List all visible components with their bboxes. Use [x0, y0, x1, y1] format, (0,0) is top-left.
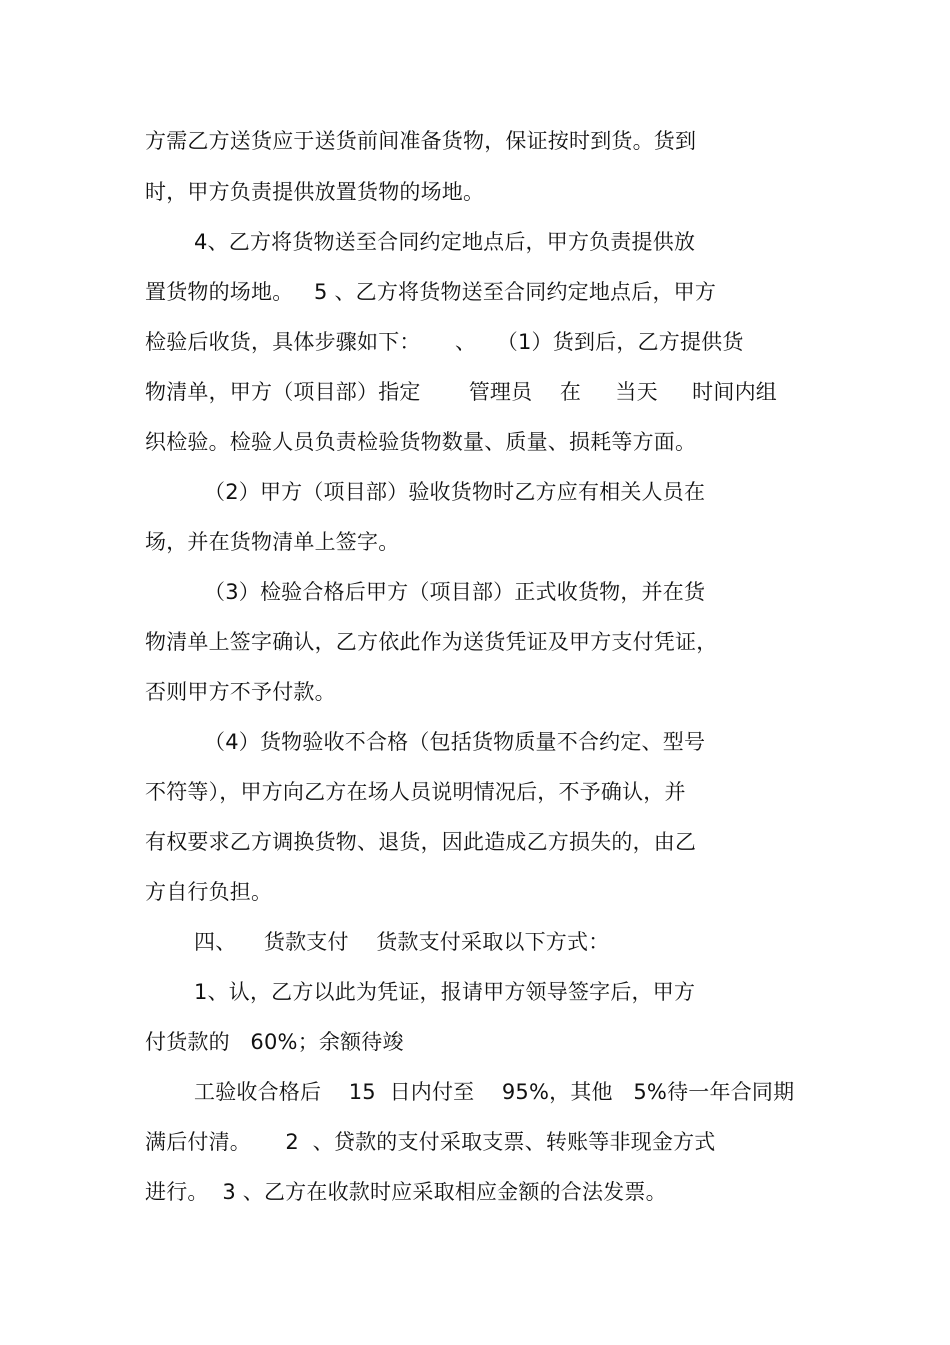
text-line: 不符等），甲方向乙方在场人员说明情况后，不予确认，并	[145, 780, 686, 804]
text-line: 置货物的场地。 5 、乙方将货物送至合同约定地点后，甲方	[145, 280, 717, 304]
text-line: 物清单上签字确认，乙方依此作为送货凭证及甲方支付凭证，	[145, 630, 718, 654]
text-line: 进行。 3 、乙方在收款时应采取相应金额的合法发票。	[145, 1180, 667, 1204]
text-line: 方需乙方送货应于送货前间准备货物，保证按时到货。货到	[145, 129, 697, 153]
text-line: （4）货物验收不合格（包括货物质量不合约定、型号	[204, 730, 706, 754]
text-line: 否则甲方不予付款。	[145, 680, 336, 704]
text-line: 工验收合格后 15 日内付至 95%，其他 5%待一年合同期	[194, 1080, 795, 1104]
text-line: 1、认，乙方以此为凭证，报请甲方领导签字后，甲方	[194, 980, 696, 1004]
text-line: 物清单，甲方（项目部）指定 管理员 在 当天 时间内组	[145, 380, 777, 404]
text-line: 方自行负担。	[145, 880, 273, 904]
text-line: 时，甲方负责提供放置货物的场地。	[145, 180, 485, 204]
text-line: 场，并在货物清单上签字。	[145, 530, 400, 554]
text-line: 检验后收货，具体步骤如下： 、 （1）货到后，乙方提供货	[145, 330, 744, 354]
text-line: （3）检验合格后甲方（项目部）正式收货物，并在货	[204, 580, 706, 604]
text-line: （2）甲方（项目部）验收货物时乙方应有相关人员在	[204, 480, 706, 504]
text-line: 4、乙方将货物送至合同约定地点后，甲方负责提供放	[194, 230, 696, 254]
text-line: 满后付清。 2 、贷款的支付采取支票、转账等非现金方式	[145, 1130, 716, 1154]
text-line: 四、 货款支付 货款支付采取以下方式：	[194, 930, 610, 954]
text-line: 织检验。检验人员负责检验货物数量、质量、损耗等方面。	[145, 430, 697, 454]
text-line: 付货款的 60%；余额待竣	[145, 1030, 404, 1054]
text-line: 有权要求乙方调换货物、退货，因此造成乙方损失的，由乙	[145, 830, 697, 854]
